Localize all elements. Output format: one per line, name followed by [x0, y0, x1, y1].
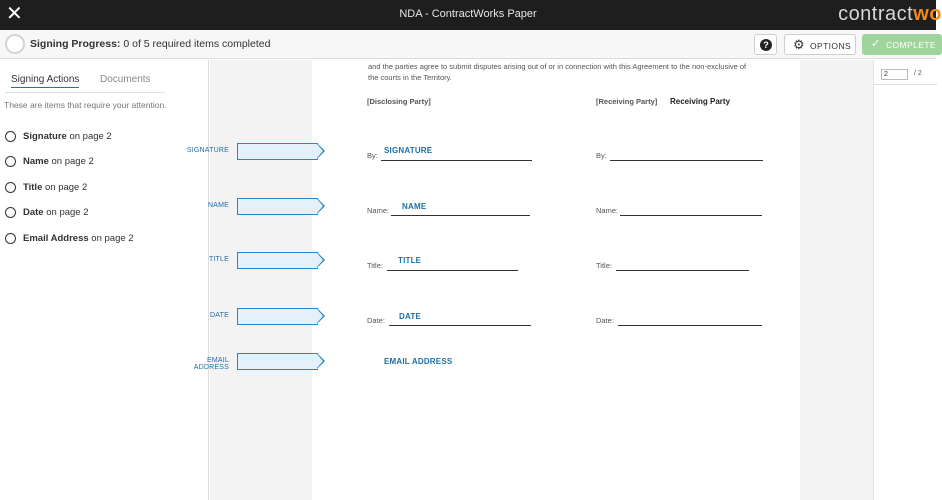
complete-button[interactable]: [862, 34, 942, 55]
tag-label: SIGNATURE: [186, 147, 229, 154]
email-address-field[interactable]: EMAIL ADDRESS: [384, 357, 453, 366]
sidebar-hint: These are items that require your attention.: [4, 100, 167, 110]
receiving-party-label: [Receiving Party]: [596, 97, 658, 106]
name-line-disclosing: [367, 206, 530, 216]
progress-value: 0 of 5 required items completed: [123, 38, 271, 50]
date-field[interactable]: DATE: [399, 312, 421, 321]
title-label: Title:: [596, 261, 612, 270]
by-label: By:: [367, 151, 378, 160]
help-button[interactable]: [754, 34, 777, 55]
date-line-disclosing: [367, 316, 531, 326]
signature-field[interactable]: SIGNATURE: [384, 146, 433, 155]
title-line-disclosing: [367, 261, 518, 271]
incomplete-circle-icon: [5, 131, 16, 142]
options-label: OPTIONS: [810, 41, 852, 51]
title-field[interactable]: TITLE: [398, 256, 422, 265]
receiving-party-name: Receiving Party: [670, 97, 731, 106]
tag-label: TITLE: [208, 256, 229, 263]
check-icon: ✓: [871, 38, 881, 50]
action-location: on page 2: [43, 207, 89, 218]
date-label: Date:: [367, 316, 385, 325]
signing-toolbar: [0, 30, 936, 59]
brand-logo: contractwo: [838, 3, 942, 25]
window-title: NDA - ContractWorks Paper: [399, 8, 537, 20]
document-paragraph: [368, 61, 808, 83]
document-page: [312, 60, 800, 500]
action-location: on page 2: [42, 182, 88, 193]
signing-progress: [30, 38, 270, 50]
incomplete-circle-icon: [5, 207, 16, 218]
name-label: Name:: [367, 206, 390, 215]
title-bar: [0, 0, 942, 30]
tab-signing-actions[interactable]: Signing Actions: [11, 74, 79, 88]
gear-icon: ⚙: [793, 37, 806, 52]
by-label: By:: [596, 151, 607, 160]
action-location: on page 2: [66, 131, 112, 142]
progress-label: Signing Progress:: [30, 38, 121, 50]
date-line-receiving: [596, 316, 762, 326]
tag-label: NAME: [207, 202, 229, 209]
page-number-input[interactable]: 2: [881, 69, 908, 80]
page-total: / 2: [914, 70, 922, 77]
close-icon[interactable]: ✕: [6, 3, 23, 25]
action-name: Signature: [23, 131, 67, 142]
title-line-receiving: [596, 261, 749, 271]
action-name: Name: [23, 156, 49, 167]
name-field[interactable]: NAME: [402, 202, 427, 211]
incomplete-circle-icon: [5, 156, 16, 167]
action-name: Email Address: [23, 233, 89, 244]
complete-label: COMPLETE: [886, 40, 936, 50]
title-label: Title:: [367, 261, 383, 270]
action-location: on page 2: [88, 233, 134, 244]
paragraph-line: and the parties agree to submit disputes arising out of or in connection with this Agreement to the non-exclusive of: [368, 62, 747, 71]
signature-line-receiving: [596, 151, 763, 161]
document-viewer[interactable]: [207, 60, 873, 500]
tab-documents[interactable]: Documents: [100, 74, 151, 85]
action-location: on page 2: [48, 156, 94, 167]
paragraph-line: the courts in the Territory.: [368, 73, 452, 82]
action-name: Date: [23, 207, 44, 218]
name-line-receiving: [596, 206, 762, 216]
progress-ring-icon: [5, 34, 25, 54]
incomplete-circle-icon: [5, 233, 16, 244]
page-navigator: [873, 60, 936, 500]
pager-divider: [874, 84, 937, 85]
date-label: Date:: [596, 316, 614, 325]
tab-divider: [5, 92, 165, 93]
action-name: Title: [23, 182, 43, 193]
incomplete-circle-icon: [5, 182, 16, 193]
disclosing-party-label: [Disclosing Party]: [367, 97, 431, 106]
help-icon: ?: [760, 39, 772, 51]
name-label: Name:: [596, 206, 619, 215]
sidebar: [0, 60, 209, 500]
options-button[interactable]: [784, 34, 856, 55]
tag-label: EMAIL ADDRESS: [193, 357, 230, 371]
tag-label: DATE: [210, 312, 229, 319]
